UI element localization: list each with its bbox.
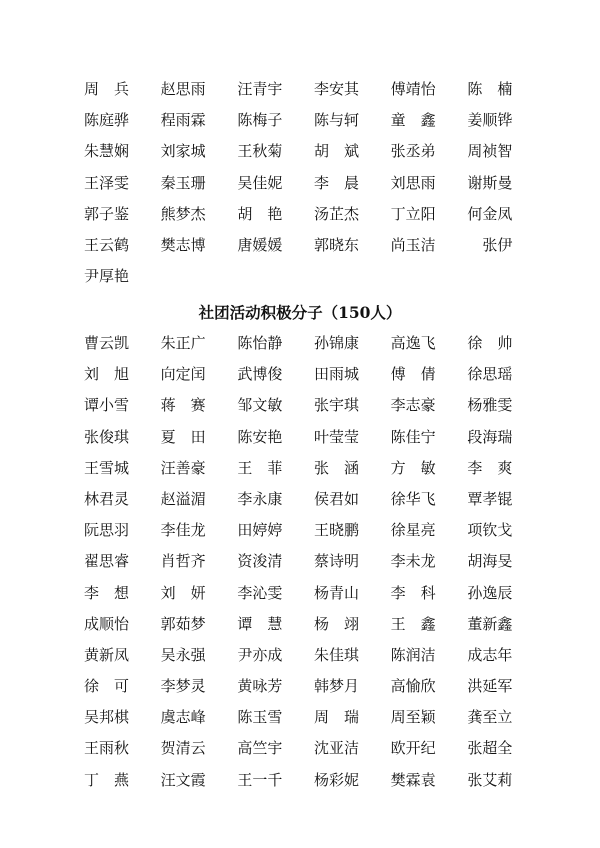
person-name: 尚玉洁 xyxy=(390,235,436,254)
person-name: 李 科 xyxy=(390,583,436,602)
person-name: 翟思睿 xyxy=(84,552,130,571)
person-name: 樊霖袁 xyxy=(390,770,436,789)
person-name: 段海瑞 xyxy=(467,427,513,446)
person-name: 陈怡静 xyxy=(237,334,283,352)
person-name: 吴佳妮 xyxy=(237,173,283,192)
person-name: 谭小雪 xyxy=(84,396,130,415)
person-name: 虞志峰 xyxy=(160,708,206,727)
person-name: 项钦戈 xyxy=(467,521,513,540)
person-name: 谢斯曼 xyxy=(467,173,513,192)
person-name: 方 敏 xyxy=(390,458,436,477)
person-name: 张艾莉 xyxy=(467,770,513,789)
section-title: 社团活动积极分子（150人） xyxy=(198,303,402,322)
person-name: 徐华飞 xyxy=(390,489,436,508)
person-name: 张俊琪 xyxy=(84,427,130,446)
person-name: 徐 帅 xyxy=(467,334,513,352)
person-name: 童 鑫 xyxy=(390,111,436,130)
person-name: 汪善豪 xyxy=(160,458,206,477)
name-list-top xyxy=(84,78,544,296)
person-name: 陈梅子 xyxy=(237,111,283,130)
person-name: 蔡诗明 xyxy=(313,552,359,571)
person-name: 徐思瑶 xyxy=(467,365,513,384)
person-name: 刘 旭 xyxy=(84,365,130,384)
person-name: 陈 楠 xyxy=(467,80,513,98)
person-name: 李未龙 xyxy=(390,552,436,571)
person-name: 傅靖怡 xyxy=(390,80,436,98)
person-name: 李 想 xyxy=(84,583,130,602)
person-name: 资浚清 xyxy=(237,552,283,571)
person-name: 李永康 xyxy=(237,489,283,508)
person-name: 朱佳琪 xyxy=(313,645,359,664)
person-name: 张 涵 xyxy=(313,458,359,477)
person-name: 谭 慧 xyxy=(237,614,283,633)
person-name: 陈庭骅 xyxy=(84,111,130,130)
person-name: 杨彩妮 xyxy=(313,770,359,789)
person-name: 阮思羽 xyxy=(84,521,130,540)
person-name: 肖哲齐 xyxy=(160,552,206,571)
person-name: 邹文敏 xyxy=(237,396,283,415)
person-name: 蒋 赛 xyxy=(160,396,206,415)
person-name: 郭晓东 xyxy=(313,235,359,254)
person-name: 王云鹤 xyxy=(84,235,130,254)
person-name: 李志豪 xyxy=(390,396,436,415)
person-name: 孙逸辰 xyxy=(467,583,513,602)
person-name: 沈亚洁 xyxy=(313,739,359,758)
person-name: 胡海旻 xyxy=(467,552,513,571)
person-name: 汪青宇 xyxy=(237,80,283,98)
person-name: 刘家城 xyxy=(160,142,206,161)
person-name: 张丞弟 xyxy=(390,142,436,161)
person-name: 李沁雯 xyxy=(237,583,283,602)
person-name: 尹亦成 xyxy=(237,645,283,664)
person-name: 贺清云 xyxy=(160,739,206,758)
person-name: 董新鑫 xyxy=(467,614,513,633)
person-name: 林君灵 xyxy=(84,489,130,508)
person-name: 李 晨 xyxy=(313,173,359,192)
person-name: 汤芷杰 xyxy=(313,204,359,223)
person-name: 田婷婷 xyxy=(237,521,283,540)
person-name: 樊志博 xyxy=(160,235,206,254)
person-name: 李佳龙 xyxy=(160,521,206,540)
person-name: 侯君如 xyxy=(313,489,359,508)
person-name: 姜顺铧 xyxy=(467,111,513,130)
person-name: 王雨秋 xyxy=(84,739,130,758)
person-name: 陈润洁 xyxy=(390,645,436,664)
name-list-section xyxy=(84,332,544,800)
person-name: 田雨城 xyxy=(313,365,359,384)
person-name: 杨 翊 xyxy=(313,614,359,633)
person-name: 汪文霞 xyxy=(160,770,206,789)
person-name: 高逸飞 xyxy=(390,334,436,352)
person-name: 周 兵 xyxy=(84,80,130,98)
person-name: 王 鑫 xyxy=(390,614,436,633)
person-name: 胡 艳 xyxy=(237,204,283,223)
person-name: 曹云凯 xyxy=(84,334,130,352)
person-name: 周至颖 xyxy=(390,708,436,727)
person-name: 张宇琪 xyxy=(313,396,359,415)
person-name: 王秋菊 xyxy=(237,142,283,161)
person-name: 程雨霖 xyxy=(160,111,206,130)
person-name: 刘思雨 xyxy=(390,173,436,192)
person-name: 高竺宇 xyxy=(237,739,283,758)
person-name: 刘 妍 xyxy=(160,583,206,602)
person-name: 王泽雯 xyxy=(84,173,130,192)
person-name: 张伊 xyxy=(467,235,513,254)
person-name: 王雪城 xyxy=(84,458,130,477)
person-name: 叶莹莹 xyxy=(313,427,359,446)
person-name: 胡 斌 xyxy=(313,142,359,161)
person-name: 周 瑞 xyxy=(313,708,359,727)
person-name: 陈安艳 xyxy=(237,427,283,446)
person-name: 陈佳宁 xyxy=(390,427,436,446)
person-name: 吴永强 xyxy=(160,645,206,664)
person-name: 韩梦月 xyxy=(313,677,359,696)
person-name: 徐 可 xyxy=(84,677,130,696)
person-name: 丁 燕 xyxy=(84,770,130,789)
person-name: 赵溢湄 xyxy=(160,489,206,508)
person-name: 李 爽 xyxy=(467,458,513,477)
person-name: 丁立阳 xyxy=(390,204,436,223)
person-name: 周祯智 xyxy=(467,142,513,161)
person-name: 洪延军 xyxy=(467,677,513,696)
person-name: 向定闰 xyxy=(160,365,206,384)
person-name: 朱慧娴 xyxy=(84,142,130,161)
person-name: 李安其 xyxy=(313,80,359,98)
person-name: 陈与轲 xyxy=(313,111,359,130)
person-name: 王一千 xyxy=(237,770,283,789)
person-name: 夏 田 xyxy=(160,427,206,446)
person-name: 陈玉雪 xyxy=(237,708,283,727)
person-name: 杨青山 xyxy=(313,583,359,602)
person-name: 何金凤 xyxy=(467,204,513,223)
person-name: 郭子鉴 xyxy=(84,204,130,223)
person-name: 王 菲 xyxy=(237,458,283,477)
person-name: 成顺怡 xyxy=(84,614,130,633)
person-name: 龚至立 xyxy=(467,708,513,727)
person-name: 黄新凤 xyxy=(84,645,130,664)
person-name: 傅 倩 xyxy=(390,365,436,384)
person-name: 赵思雨 xyxy=(160,80,206,98)
person-name: 欧开纪 xyxy=(390,739,436,758)
person-name: 黄咏芳 xyxy=(237,677,283,696)
person-name: 李梦灵 xyxy=(160,677,206,696)
person-name: 徐星亮 xyxy=(390,521,436,540)
person-name: 尹厚艳 xyxy=(84,267,130,286)
person-name: 孙锦康 xyxy=(313,334,359,352)
person-name: 朱正广 xyxy=(160,334,206,352)
person-name: 张超全 xyxy=(467,739,513,758)
person-name: 王晓鹏 xyxy=(313,521,359,540)
person-name: 秦玉珊 xyxy=(160,173,206,192)
person-name: 覃孝锟 xyxy=(467,489,513,508)
person-name: 成志年 xyxy=(467,645,513,664)
person-name: 武博俊 xyxy=(237,365,283,384)
person-name: 唐媛媛 xyxy=(237,235,283,254)
person-name: 杨雅雯 xyxy=(467,396,513,415)
person-name: 郭茹梦 xyxy=(160,614,206,633)
person-name: 吴邦棋 xyxy=(84,708,130,727)
person-name: 高愉欣 xyxy=(390,677,436,696)
person-name: 熊梦杰 xyxy=(160,204,206,223)
